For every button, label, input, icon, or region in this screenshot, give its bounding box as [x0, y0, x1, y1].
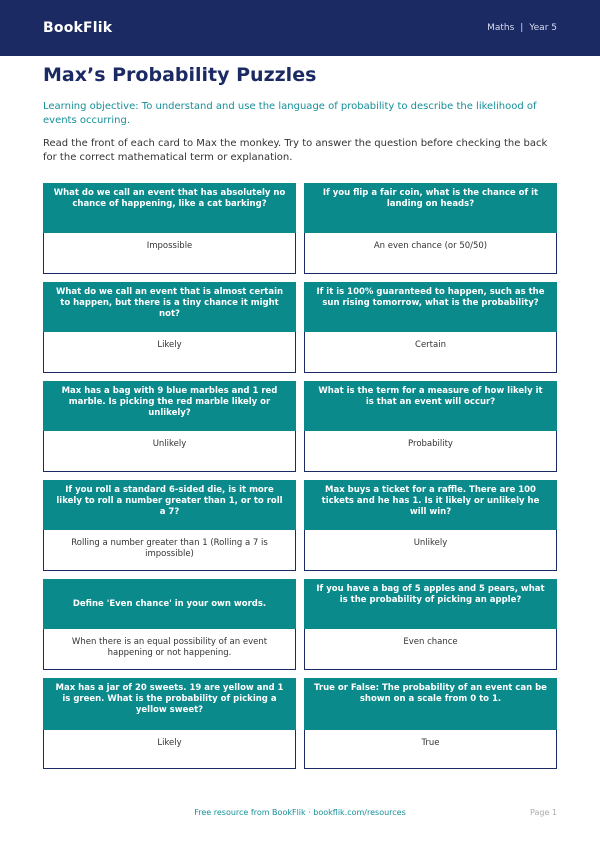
- brand-logo[interactable]: BookFlik: [43, 20, 113, 36]
- card-back: Unlikely: [304, 530, 557, 571]
- page-header: [0, 0, 600, 56]
- card-front: What is the term for a measure of how likely it is that an event will occur?: [304, 381, 557, 431]
- flashcard[interactable]: [43, 579, 296, 670]
- footer-link[interactable]: Free resource from BookFlik · bookflik.com/resources: [194, 808, 406, 817]
- card-back: An even chance (or 50/50): [304, 233, 557, 274]
- header-meta: [487, 23, 557, 33]
- card-front: Define 'Even chance' in your own words.: [43, 579, 296, 629]
- instructions: Read the front of each card to Max the monkey. Try to answer the question before checking the back for the correct mathematical term or explanation.: [43, 138, 548, 163]
- card-back: Likely: [43, 730, 296, 769]
- subject-label: Maths: [487, 23, 515, 33]
- flashcard[interactable]: [304, 678, 557, 769]
- meta-separator: |: [520, 23, 524, 33]
- card-back: True: [304, 730, 557, 769]
- card-front: If you flip a fair coin, what is the chance of it landing on heads?: [304, 183, 557, 233]
- card-back: Certain: [304, 332, 557, 373]
- flashcard[interactable]: [43, 381, 296, 472]
- flashcard[interactable]: [304, 183, 557, 274]
- year-label: Year 5: [529, 23, 557, 33]
- flashcard[interactable]: [304, 480, 557, 571]
- card-front: True or False: The probability of an event can be shown on a scale from 0 to 1.: [304, 678, 557, 730]
- flashcard[interactable]: [43, 282, 296, 373]
- card-back: Even chance: [304, 629, 557, 670]
- page-number: Page 1: [530, 808, 557, 817]
- flashcard-grid: [43, 183, 557, 769]
- card-front: If you roll a standard 6-sided die, is it more likely to roll a number greater than 1, or to roll a 7?: [43, 480, 296, 530]
- card-back: Impossible: [43, 233, 296, 274]
- card-front: What do we call an event that is almost certain to happen, but there is a tiny chance it might not?: [43, 282, 296, 332]
- card-back: Rolling a number greater than 1 (Rolling a 7 is impossible): [43, 530, 296, 571]
- card-back: Unlikely: [43, 431, 296, 472]
- card-front: If you have a bag of 5 apples and 5 pears, what is the probability of picking an apple?: [304, 579, 557, 629]
- card-front: Max has a jar of 20 sweets. 19 are yellow and 1 is green. What is the probability of picking a yellow sweet?: [43, 678, 296, 730]
- page-title: Max’s Probability Puzzles: [43, 64, 317, 86]
- card-front: Max has a bag with 9 blue marbles and 1 red marble. Is picking the red marble likely or unlikely?: [43, 381, 296, 431]
- card-back: Likely: [43, 332, 296, 373]
- flashcard[interactable]: [304, 282, 557, 373]
- learning-objective: Learning objective: To understand and use the language of probability to describe the likelihood of events occurring.: [43, 101, 537, 126]
- flashcard[interactable]: [304, 381, 557, 472]
- card-front: Max buys a ticket for a raffle. There are 100 tickets and he has 1. Is it likely or unlikely he will win?: [304, 480, 557, 530]
- card-front: What do we call an event that has absolutely no chance of happening, like a cat barking?: [43, 183, 296, 233]
- flashcard[interactable]: [304, 579, 557, 670]
- card-back: When there is an equal possibility of an event happening or not happening.: [43, 629, 296, 670]
- flashcard[interactable]: [43, 480, 296, 571]
- flashcard[interactable]: [43, 183, 296, 274]
- card-front: If it is 100% guaranteed to happen, such as the sun rising tomorrow, what is the probability?: [304, 282, 557, 332]
- flashcard[interactable]: [43, 678, 296, 769]
- card-back: Probability: [304, 431, 557, 472]
